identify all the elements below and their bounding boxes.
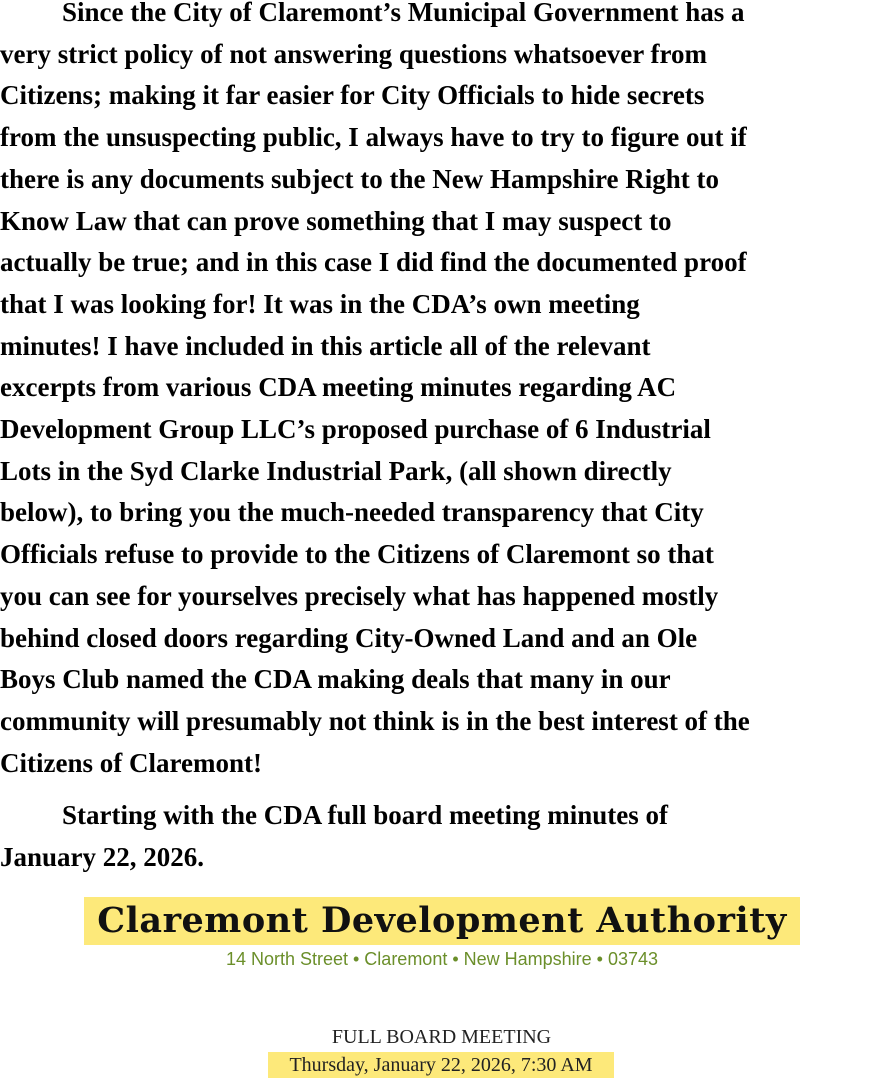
paragraph-line: you can see for yourselves precisely what has happened mostly	[0, 580, 719, 611]
meeting-date: Thursday, January 22, 2026, 7:30 AM	[289, 1054, 593, 1076]
paragraph-line: Lots in the Syd Clarke Industrial Park, (all shown directly	[0, 455, 672, 486]
meeting-title: FULL BOARD MEETING	[331, 1026, 552, 1048]
paragraph-line: Citizens; making it far easier for City Officials to hide secrets	[0, 80, 705, 111]
letterhead-banner	[84, 897, 800, 945]
paragraph-line: from the unsuspecting public, I always have to try to figure out if	[0, 122, 747, 153]
paragraph-line: very strict policy of not answering questions whatsoever from	[0, 38, 707, 69]
paragraph-line: excerpts from various CDA meeting minutes regarding AC	[0, 372, 677, 403]
paragraph-line: January 22, 2026.	[0, 841, 205, 872]
paragraph-line: below), to bring you the much-needed transparency that City	[0, 497, 704, 528]
paragraph-line: actually be true; and in this case I did find the documented proof	[0, 247, 747, 278]
paragraph-line: that I was looking for! It was in the CDA’s own meeting	[0, 288, 640, 319]
paragraph-line: Boys Club named the CDA making deals that many in our	[0, 664, 671, 695]
paragraph-line: Since the City of Claremont’s Municipal Government has a	[62, 0, 745, 27]
paragraph-line: there is any documents subject to the New Hampshire Right to	[0, 163, 719, 194]
letterhead-address: 14 North Street • Claremont • New Hampshire • 03743	[225, 949, 659, 969]
letterhead-title: Claremont Development Authority	[97, 900, 787, 941]
paragraph-line: Officials refuse to provide to the Citizens of Claremont so that	[0, 539, 714, 570]
paragraph-line: Know Law that can prove something that I may suspect to	[0, 205, 672, 236]
paragraph-line: Starting with the CDA full board meeting minutes of	[62, 800, 668, 830]
paragraph-line: Development Group LLC’s proposed purchase of 6 Industrial	[0, 414, 711, 445]
meeting-date-highlight	[268, 1052, 614, 1078]
paragraph-line: Citizens of Claremont!	[0, 747, 262, 778]
paragraph-line: community will presumably not think is in the best interest of the	[0, 705, 750, 736]
paragraph-line: behind closed doors regarding City-Owned Land and an Ole	[0, 622, 698, 653]
paragraph-line: minutes! I have included in this article all of the relevant	[0, 330, 651, 361]
article-paragraph-2	[0, 795, 873, 878]
